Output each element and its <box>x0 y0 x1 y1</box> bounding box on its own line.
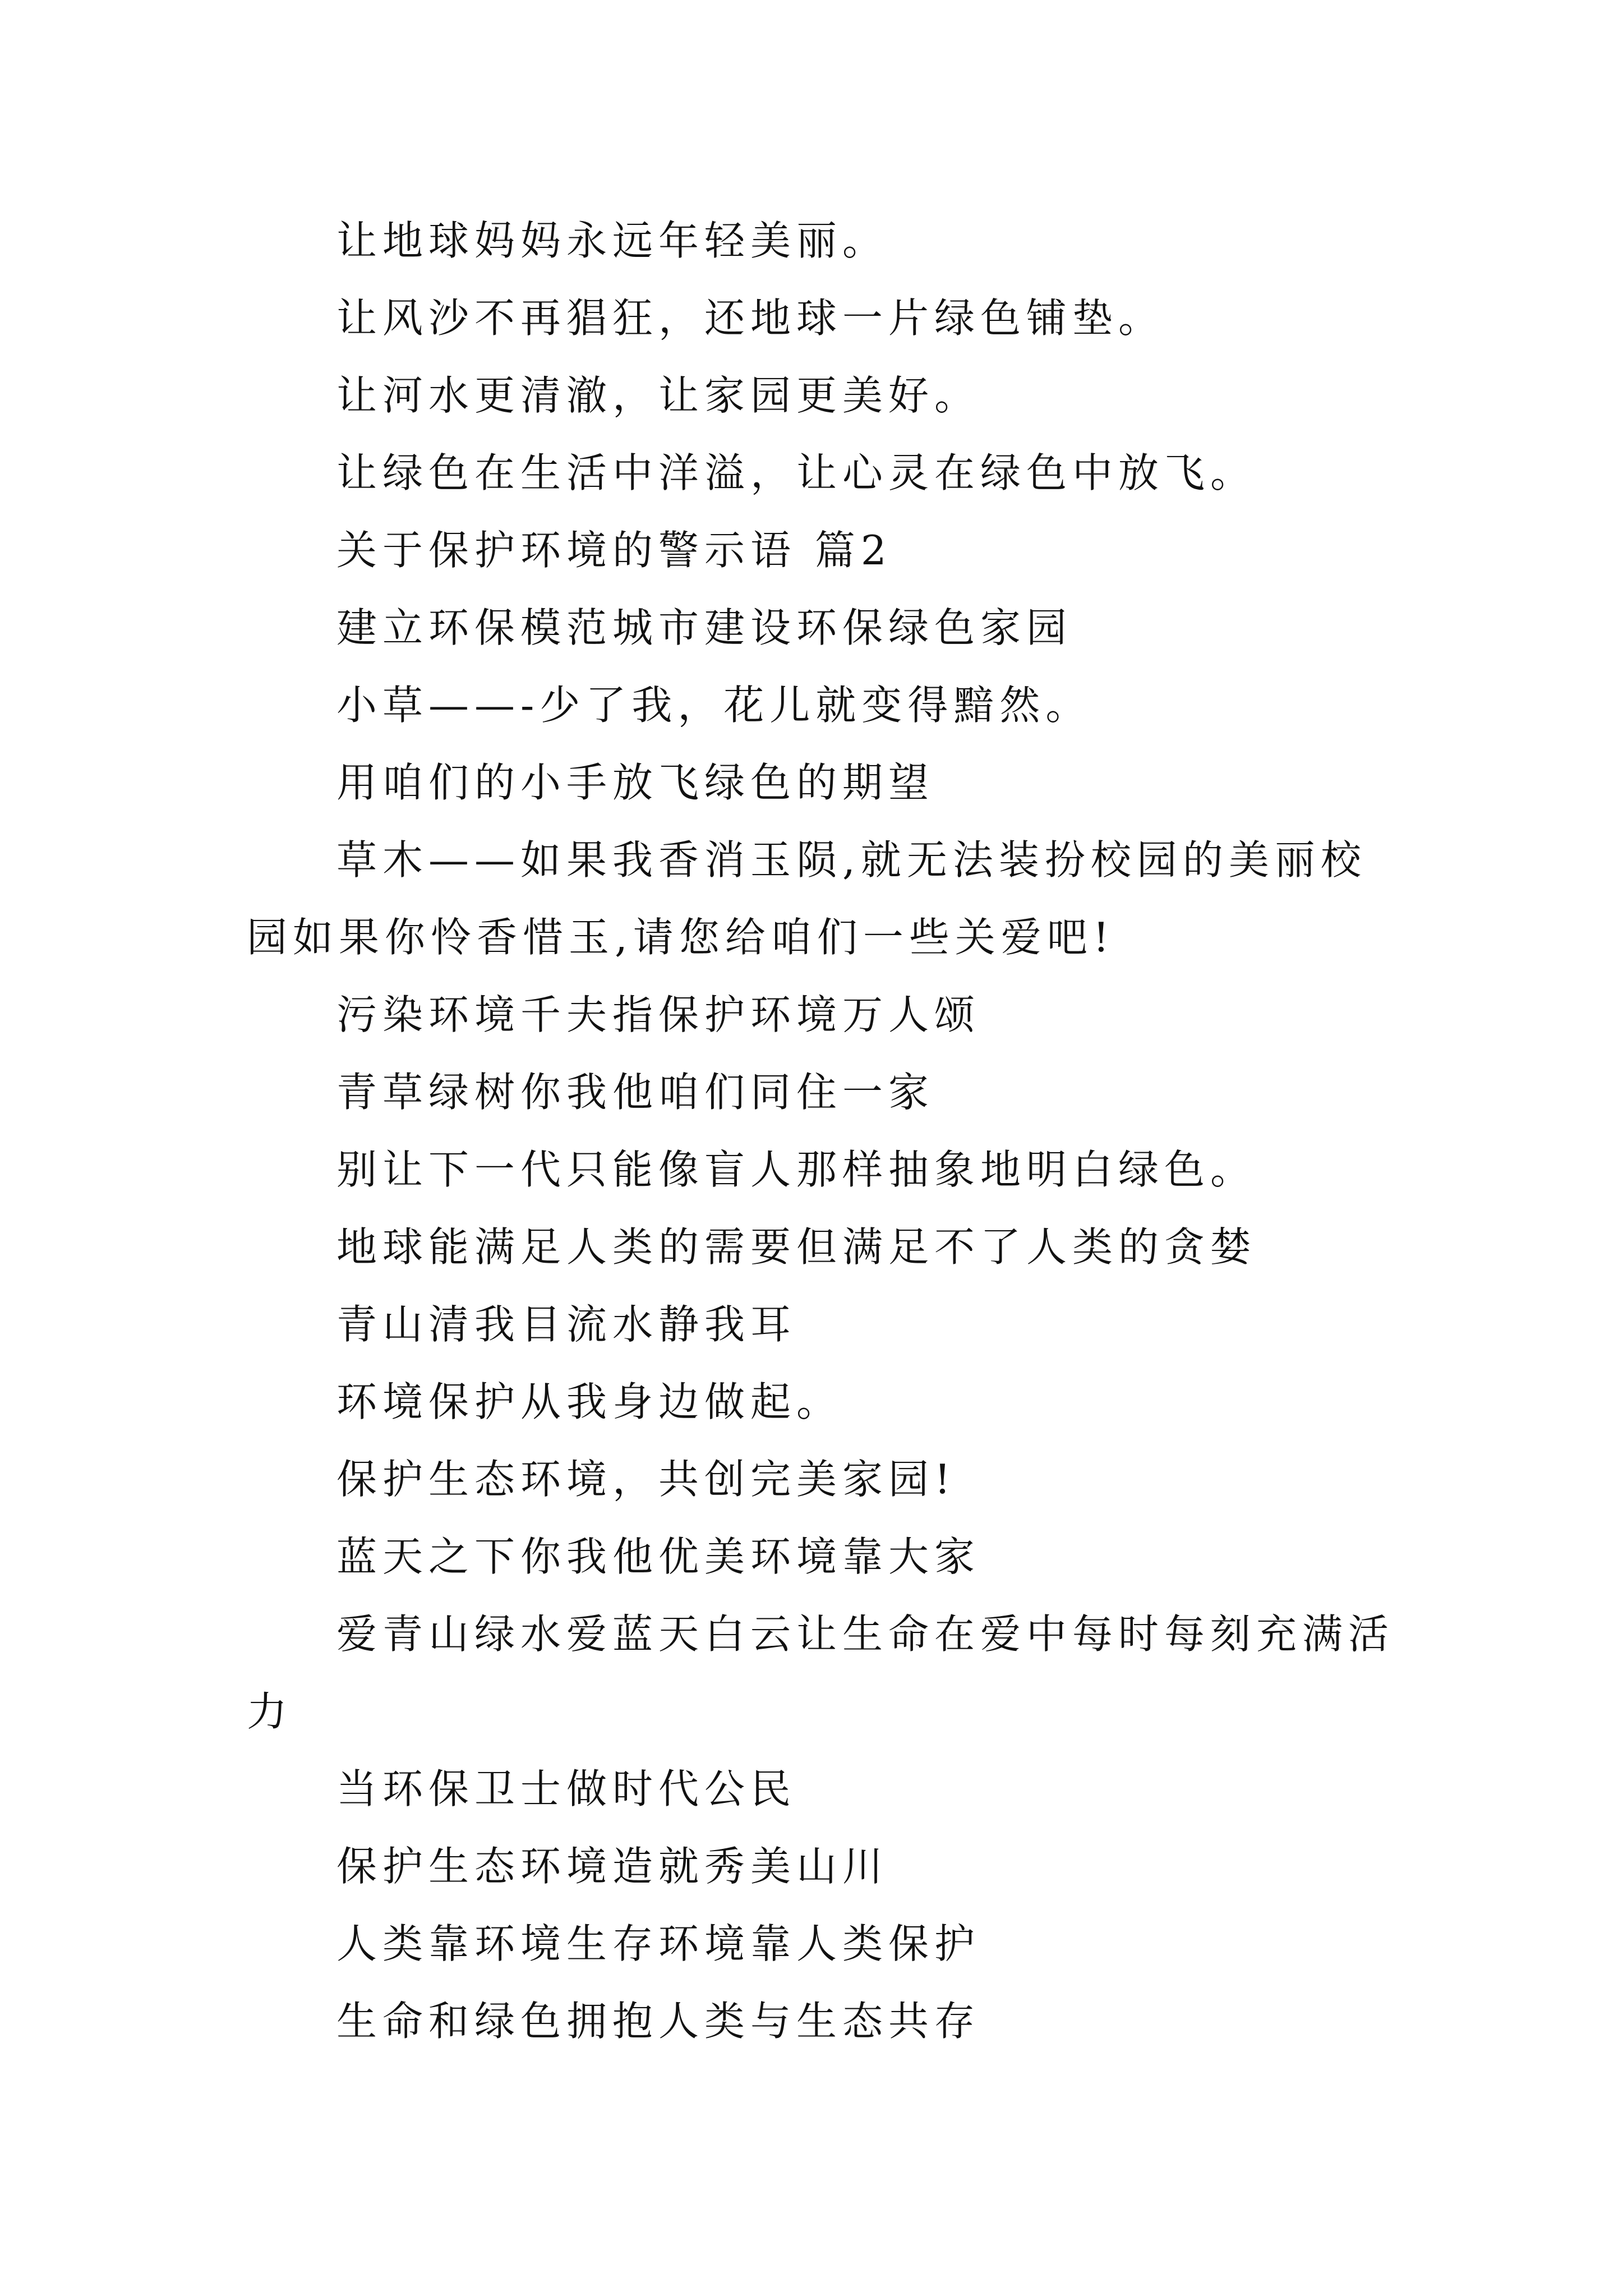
paragraph: 当环保卫士做时代公民 <box>336 1765 797 1812</box>
paragraph: 地球能满足人类的需要但满足不了人类的贪婪 <box>336 1223 1257 1271</box>
paragraph: 草木——如果我香消玉陨,就无法装扮校园的美丽校园如果你怜香惜玉,请您给咱们一些关爱吧! <box>247 836 1367 961</box>
paragraph: 小草——-少了我，花儿就变得黯然。 <box>336 682 1092 729</box>
paragraph: 青山清我目流水静我耳 <box>336 1301 797 1348</box>
paragraph: 让河水更清澈，让家园更美好。 <box>336 372 981 419</box>
paragraph: 保护生态环境，共创完美家园! <box>336 1456 956 1503</box>
paragraph: 青草绿树你我他咱们同住一家 <box>336 1069 935 1116</box>
paragraph: 生命和绿色拥抱人类与生态共存 <box>336 1998 981 2045</box>
paragraph: 让绿色在生活中洋溢，让心灵在绿色中放飞。 <box>336 449 1257 496</box>
paragraph: 污染环境千夫指保护环境万人颂 <box>336 991 981 1038</box>
paragraph: 建立环保模范城市建设环保绿色家园 <box>336 604 1073 651</box>
section-heading: 关于保护环境的警示语 篇2 <box>336 527 892 574</box>
paragraph: 让地球妈妈永远年轻美丽。 <box>336 217 889 264</box>
paragraph: 人类靠环境生存环境靠人类保护 <box>336 1920 981 1967</box>
paragraph: 保护生态环境造就秀美山川 <box>336 1843 889 1890</box>
document-body <box>247 202 1402 2060</box>
paragraph: 环境保护从我身边做起。 <box>336 1378 843 1425</box>
paragraph: 蓝天之下你我他优美环境靠大家 <box>336 1533 981 1580</box>
paragraph: 让风沙不再猖狂，还地球一片绿色铺垫。 <box>336 295 1165 342</box>
paragraph: 爱青山绿水爱蓝天白云让生命在爱中每时每刻充满活力 <box>247 1611 1395 1735</box>
paragraph: 别让下一代只能像盲人那样抽象地明白绿色。 <box>336 1146 1257 1193</box>
paragraph: 用咱们的小手放飞绿色的期望 <box>336 759 935 806</box>
